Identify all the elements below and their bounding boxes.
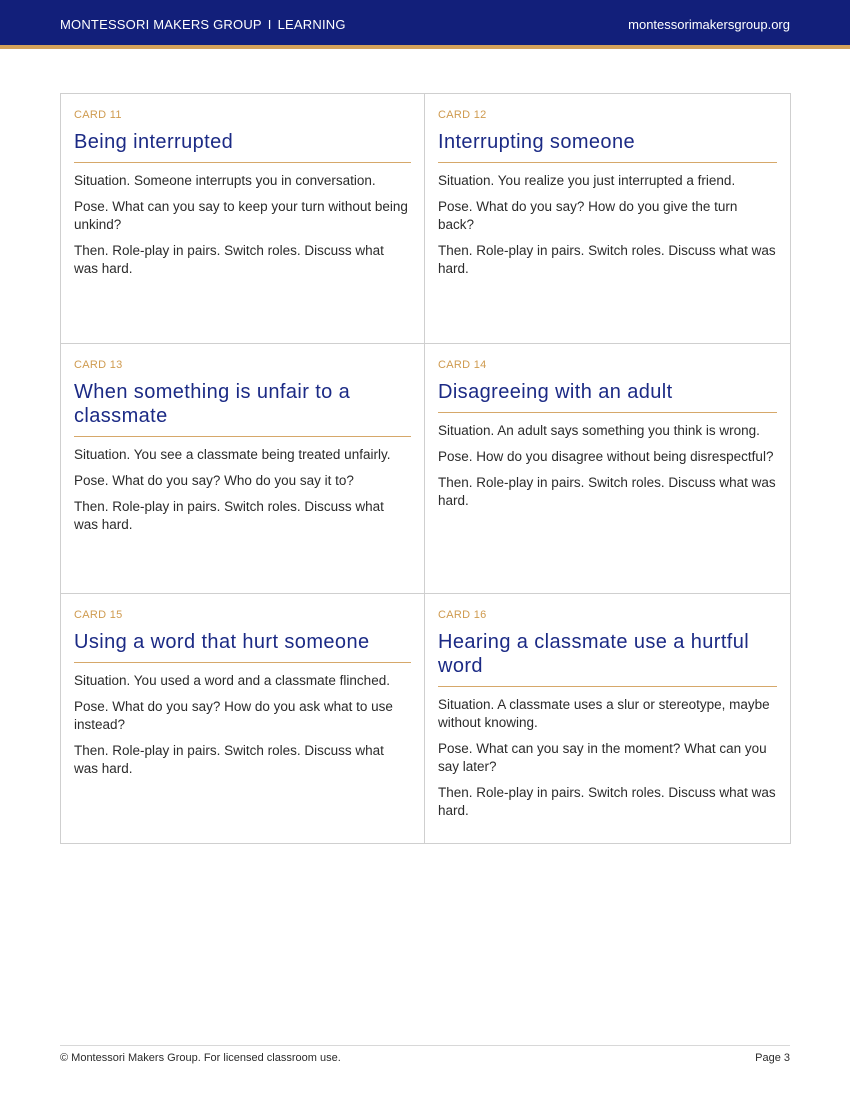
card-then: Then. Role-play in pairs. Switch roles. Discuss what was hard. — [438, 243, 776, 276]
card-situation: Situation. You realize you just interrupted a friend. — [438, 173, 736, 188]
card-body — [438, 172, 777, 278]
card-body — [74, 672, 411, 778]
card-title: Being interrupted — [74, 130, 411, 163]
card-number: CARD 13 — [74, 359, 123, 371]
page-number: Page 3 — [755, 1052, 790, 1064]
card-body — [438, 422, 777, 510]
card-title: Interrupting someone — [438, 130, 777, 163]
card-14 — [425, 344, 790, 594]
header-separator: I — [267, 17, 272, 32]
card-then: Then. Role-play in pairs. Switch roles. Discuss what was hard. — [74, 743, 384, 776]
card-title: Disagreeing with an adult — [438, 380, 777, 413]
card-pose: Pose. How do you disagree without being disrespectful? — [438, 449, 774, 464]
card-situation: Situation. An adult says something you think is wrong. — [438, 423, 760, 438]
card-pose: Pose. What do you say? Who do you say it to? — [74, 473, 354, 488]
card-title: Using a word that hurt someone — [74, 630, 411, 663]
card-then: Then. Role-play in pairs. Switch roles. Discuss what was hard. — [438, 785, 776, 818]
card-then: Then. Role-play in pairs. Switch roles. Discuss what was hard. — [74, 243, 384, 276]
section-name: LEARNING — [277, 17, 346, 32]
card-situation: Situation. You see a classmate being treated unfairly. — [74, 447, 391, 462]
card-number: CARD 14 — [438, 359, 487, 371]
card-grid — [60, 93, 791, 844]
page-header — [0, 0, 850, 49]
card-pose: Pose. What do you say? How do you give the turn back? — [438, 199, 738, 232]
card-number: CARD 16 — [438, 609, 487, 621]
card-13 — [61, 344, 425, 594]
card-situation: Situation. You used a word and a classmate flinched. — [74, 673, 390, 688]
card-11 — [61, 94, 425, 344]
card-then: Then. Role-play in pairs. Switch roles. Discuss what was hard. — [74, 499, 384, 532]
card-situation: Situation. Someone interrupts you in conversation. — [74, 173, 376, 188]
card-pose: Pose. What can you say to keep your turn without being unkind? — [74, 199, 408, 232]
card-number: CARD 12 — [438, 109, 487, 121]
card-title: Hearing a classmate use a hurtful word — [438, 630, 777, 687]
copyright-notice: © Montessori Makers Group. For licensed classroom use. — [60, 1052, 341, 1064]
org-name: MONTESSORI MAKERS GROUP — [60, 17, 262, 32]
card-pose: Pose. What do you say? How do you ask what to use instead? — [74, 699, 393, 732]
page-footer — [60, 1045, 790, 1064]
card-number: CARD 15 — [74, 609, 123, 621]
card-then: Then. Role-play in pairs. Switch roles. Discuss what was hard. — [438, 475, 776, 508]
card-body — [438, 696, 777, 820]
card-16 — [425, 594, 790, 843]
card-situation: Situation. A classmate uses a slur or stereotype, maybe without knowing. — [438, 697, 770, 730]
card-body — [74, 172, 411, 278]
card-12 — [425, 94, 790, 344]
card-number: CARD 11 — [74, 109, 122, 121]
website-link[interactable]: montessorimakersgroup.org — [628, 17, 790, 32]
card-15 — [61, 594, 425, 843]
header-brand — [60, 17, 346, 32]
card-title: When something is unfair to a classmate — [74, 380, 411, 437]
card-body — [74, 446, 411, 534]
card-pose: Pose. What can you say in the moment? What can you say later? — [438, 741, 767, 774]
